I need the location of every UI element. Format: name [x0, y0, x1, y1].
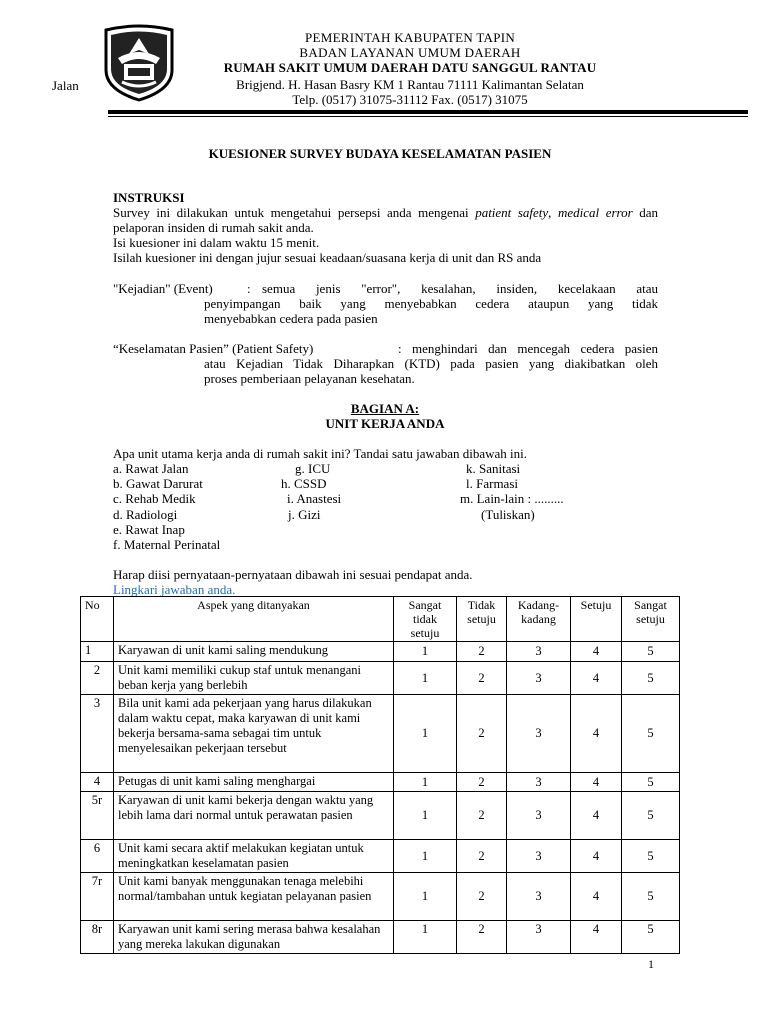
- score-option-3[interactable]: 3: [507, 662, 571, 695]
- instruksi-paragraph-2: Isi kuesioner ini dalam waktu 15 menit.: [113, 235, 320, 250]
- header-aspek: Aspek yang ditanyakan: [114, 597, 394, 642]
- instruksi-text-b: ,: [548, 205, 558, 220]
- keselamatan-line-2: atau Kejadian Tidak Diharapkan (KTD) pada pasien yang diakibatkan oleh: [204, 356, 658, 371]
- lingkari-instruction: Lingkari jawaban anda.: [113, 582, 236, 597]
- kejadian-colon: :: [247, 281, 251, 296]
- unit-option-l: l. Farmasi: [466, 476, 518, 491]
- table-row: [81, 921, 680, 954]
- unit-option-m-note: (Tuliskan): [481, 507, 535, 522]
- score-option-4[interactable]: 4: [571, 873, 622, 921]
- row-statement: Unit kami banyak menggunakan tenaga melebihi normal/tambahan untuk kegiatan pelayanan pasien: [114, 873, 394, 921]
- keselamatan-line-1: : menghindari dan mencegah cedera pasien: [398, 341, 658, 356]
- score-option-5[interactable]: 5: [622, 921, 680, 954]
- header-divider-thick: [108, 110, 748, 114]
- unit-option-f: f. Maternal Perinatal: [113, 537, 221, 552]
- table-row: [81, 840, 680, 873]
- header-line-5: Telp. (0517) 31075-31112 Fax. (0517) 31075: [292, 92, 528, 107]
- instruksi-heading: INSTRUKSI: [113, 190, 185, 205]
- unit-option-m: m. Lain-lain : .........: [460, 491, 564, 506]
- header-no: No: [81, 597, 114, 642]
- harap-instruction: Harap diisi pernyataan-pernyataan dibawah ini sesuai pendapat anda.: [113, 567, 473, 582]
- score-option-4[interactable]: 4: [571, 695, 622, 773]
- unit-option-h: h. CSSD: [281, 476, 327, 491]
- questionnaire-table: [80, 596, 680, 954]
- score-option-3[interactable]: 3: [507, 792, 571, 840]
- score-option-4[interactable]: 4: [571, 642, 622, 662]
- score-option-2[interactable]: 2: [457, 662, 507, 695]
- score-option-4[interactable]: 4: [571, 792, 622, 840]
- score-option-2[interactable]: 2: [457, 921, 507, 954]
- score-option-2[interactable]: 2: [457, 840, 507, 873]
- table-header-row: [81, 597, 680, 642]
- table-row: [81, 642, 680, 662]
- score-option-3[interactable]: 3: [507, 695, 571, 773]
- score-option-2[interactable]: 2: [457, 873, 507, 921]
- score-option-2[interactable]: 2: [457, 773, 507, 792]
- score-option-5[interactable]: 5: [622, 873, 680, 921]
- score-option-4[interactable]: 4: [571, 840, 622, 873]
- instruksi-paragraph-1: [113, 205, 658, 235]
- bagian-subheading: UNIT KERJA ANDA: [325, 416, 445, 431]
- score-option-5[interactable]: 5: [622, 773, 680, 792]
- score-option-5[interactable]: 5: [622, 792, 680, 840]
- header-sangat-tidak-setuju: Sangat tidak setuju: [394, 597, 457, 642]
- table-row: [81, 662, 680, 695]
- kejadian-line-3: menyebabkan cedera pada pasien: [204, 311, 378, 326]
- instruksi-text-a: Survey ini dilakukan untuk mengetahui persepsi anda mengenai: [113, 205, 476, 220]
- unit-option-k: k. Sanitasi: [466, 461, 521, 476]
- instruksi-error: error: [605, 205, 633, 220]
- score-option-1[interactable]: 1: [394, 792, 457, 840]
- row-number: 6: [81, 840, 114, 873]
- unit-option-j: j. Gizi: [288, 507, 321, 522]
- score-option-3[interactable]: 3: [507, 873, 571, 921]
- header-kadang-kadang: Kadang- kadang: [507, 597, 571, 642]
- score-option-3[interactable]: 3: [507, 642, 571, 662]
- header-tidak-setuju: Tidak setuju: [457, 597, 507, 642]
- row-number: 8r: [81, 921, 114, 954]
- instruksi-paragraph-3: Isilah kuesioner ini dengan jujur sesuai keadaan/suasana kerja di unit dan RS anda: [113, 250, 542, 265]
- bagian-heading: BAGIAN A:: [350, 401, 420, 416]
- unit-option-b: b. Gawat Darurat: [113, 476, 203, 491]
- score-option-4[interactable]: 4: [571, 921, 622, 954]
- jalan-label: Jalan: [52, 78, 79, 93]
- score-option-4[interactable]: 4: [571, 773, 622, 792]
- header-line-2: BADAN LAYANAN UMUM DAERAH: [299, 45, 521, 60]
- row-number: 5r: [81, 792, 114, 840]
- header-divider-thin: [108, 116, 748, 117]
- keselamatan-line-3: proses pemberiaan pelayanan kesehatan.: [204, 371, 415, 386]
- row-statement: Petugas di unit kami saling menghargai: [114, 773, 394, 792]
- score-option-5[interactable]: 5: [622, 840, 680, 873]
- row-number: 2: [81, 662, 114, 695]
- row-statement: Karyawan di unit kami saling mendukung: [114, 642, 394, 662]
- instruksi-patient-safety: patient safety: [475, 205, 549, 220]
- row-statement: Karyawan unit kami sering merasa bahwa kesalahan yang mereka lakukan digunakan: [114, 921, 394, 954]
- table-row: [81, 792, 680, 840]
- row-statement: Karyawan di unit kami bekerja dengan waktu yang lebih lama dari normal untuk perawatan pasien: [114, 792, 394, 840]
- unit-option-i: i. Anastesi: [287, 491, 342, 506]
- header-line-3: RUMAH SAKIT UMUM DAERAH DATU SANGGUL RANTAU: [223, 60, 597, 75]
- score-option-3[interactable]: 3: [507, 840, 571, 873]
- table-row: [81, 873, 680, 921]
- kejadian-line-2: penyimpangan baik yang menyebabkan cedera ataupun yang tidak: [204, 296, 658, 311]
- score-option-4[interactable]: 4: [571, 662, 622, 695]
- score-option-2[interactable]: 2: [457, 695, 507, 773]
- kejadian-line-1: semua jenis "error", kesalahan, insiden, kecelakaan atau: [262, 281, 658, 296]
- header-line-1: PEMERINTAH KABUPATEN TAPIN: [304, 30, 516, 45]
- page-title: KUESIONER SURVEY BUDAYA KESELAMATAN PASIEN: [208, 146, 552, 161]
- unit-option-e: e. Rawat Inap: [113, 522, 185, 537]
- page-number: 1: [648, 957, 654, 971]
- score-option-1[interactable]: 1: [394, 642, 457, 662]
- score-option-3[interactable]: 3: [507, 773, 571, 792]
- score-option-1[interactable]: 1: [394, 773, 457, 792]
- score-option-1[interactable]: 1: [394, 873, 457, 921]
- score-option-5[interactable]: 5: [622, 662, 680, 695]
- kejadian-term: "Kejadian" (Event): [113, 281, 213, 296]
- instruksi-text-c: dan pelaporan insiden di rumah sakit anda.: [113, 205, 658, 235]
- row-number: 3: [81, 695, 114, 773]
- header-line-4: Brigjend. H. Hasan Basry KM 1 Rantau 71111 Kalimantan Selatan: [236, 77, 584, 92]
- score-option-1[interactable]: 1: [394, 695, 457, 773]
- table-row: [81, 773, 680, 792]
- unit-option-d: d. Radiologi: [113, 507, 178, 522]
- score-option-2[interactable]: 2: [457, 642, 507, 662]
- header-sangat-setuju: Sangat setuju: [622, 597, 680, 642]
- score-option-1[interactable]: 1: [394, 921, 457, 954]
- unit-option-a: a. Rawat Jalan: [113, 461, 189, 476]
- score-option-1[interactable]: 1: [394, 662, 457, 695]
- unit-option-c: c. Rehab Medik: [113, 491, 196, 506]
- row-statement: Unit kami memiliki cukup staf untuk menangani beban kerja yang berlebih: [114, 662, 394, 695]
- unit-option-g: g. ICU: [295, 461, 331, 476]
- row-number: 7r: [81, 873, 114, 921]
- row-number: 4: [81, 773, 114, 792]
- unit-question: Apa unit utama kerja anda di rumah sakit ini? Tandai satu jawaban dibawah ini.: [113, 446, 528, 461]
- row-statement: Unit kami secara aktif melakukan kegiatan untuk meningkatkan keselamatan pasien: [114, 840, 394, 873]
- score-option-2[interactable]: 2: [457, 792, 507, 840]
- score-option-1[interactable]: 1: [394, 840, 457, 873]
- keselamatan-term: “Keselamatan Pasien” (Patient Safety): [113, 341, 314, 356]
- instruksi-medical: medical: [557, 205, 600, 220]
- header-setuju: Setuju: [571, 597, 622, 642]
- row-number: 1: [81, 642, 114, 662]
- score-option-5[interactable]: 5: [622, 695, 680, 773]
- score-option-5[interactable]: 5: [622, 642, 680, 662]
- table-row: [81, 695, 680, 773]
- row-statement: Bila unit kami ada pekerjaan yang harus dilakukan dalam waktu cepat, maka karyawan di unit kami bekerja bersama-sama sebagai tim untuk menyelesaikan pekerjaan tersebut: [114, 695, 394, 773]
- score-option-3[interactable]: 3: [507, 921, 571, 954]
